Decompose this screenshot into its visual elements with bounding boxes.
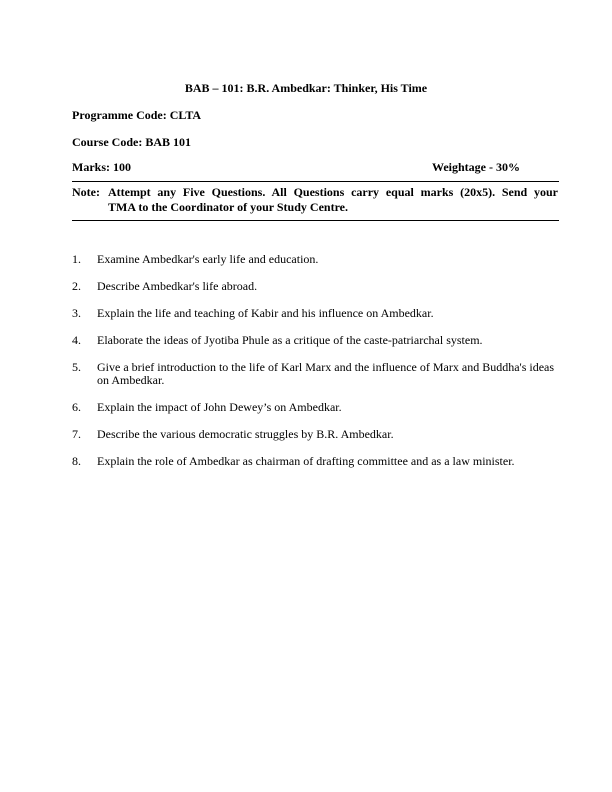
question-text: Describe Ambedkar's life abroad. bbox=[97, 279, 258, 293]
question-number: 3. bbox=[72, 306, 81, 320]
question-item bbox=[72, 455, 558, 468]
question-number: 7. bbox=[72, 427, 81, 441]
question-text: Describe the various democratic struggles by B.R. Ambedkar. bbox=[97, 427, 394, 441]
programme-code: Programme Code: CLTA bbox=[72, 108, 202, 122]
question-text: Explain the life and teaching of Kabir and his influence on Ambedkar. bbox=[97, 306, 434, 320]
question-number: 5. bbox=[72, 360, 81, 374]
question-text: Elaborate the ideas of Jyotiba Phule as a critique of the caste-patriarchal system. bbox=[97, 333, 483, 347]
question-text: Give a brief introduction to the life of Karl Marx and the influence of Marx and Buddha's ideas on Ambedkar. bbox=[97, 360, 555, 387]
note-line-2: TMA to the Coordinator of your Study Centre. bbox=[108, 200, 348, 214]
question-item bbox=[72, 307, 558, 320]
question-text: Examine Ambedkar's early life and education. bbox=[97, 252, 319, 266]
question-item bbox=[72, 334, 558, 347]
question-item bbox=[72, 361, 558, 387]
note-line-1: Attempt any Five Questions. All Questions carry equal marks (20x5). Send your bbox=[108, 185, 558, 199]
question-item bbox=[72, 401, 558, 414]
note-top-rule bbox=[72, 181, 559, 182]
question-item bbox=[72, 428, 558, 441]
question-number: 6. bbox=[72, 400, 81, 414]
note-text bbox=[108, 185, 558, 215]
weightage: Weightage - 30% bbox=[432, 160, 520, 174]
note-block bbox=[72, 185, 558, 215]
marks: Marks: 100 bbox=[72, 160, 131, 174]
question-number: 2. bbox=[72, 279, 81, 293]
note-label: Note: bbox=[72, 185, 100, 199]
question-item bbox=[72, 253, 558, 266]
question-text: Explain the impact of John Dewey’s on Ambedkar. bbox=[97, 400, 342, 414]
document-title: BAB – 101: B.R. Ambedkar: Thinker, His Time bbox=[184, 81, 428, 95]
note-bottom-rule bbox=[72, 220, 559, 221]
course-code: Course Code: BAB 101 bbox=[72, 135, 191, 149]
question-number: 8. bbox=[72, 454, 81, 468]
question-text: Explain the role of Ambedkar as chairman of drafting committee and as a law minister. bbox=[97, 454, 515, 468]
question-item bbox=[72, 280, 558, 293]
question-number: 4. bbox=[72, 333, 81, 347]
question-list bbox=[72, 253, 558, 482]
question-number: 1. bbox=[72, 252, 81, 266]
